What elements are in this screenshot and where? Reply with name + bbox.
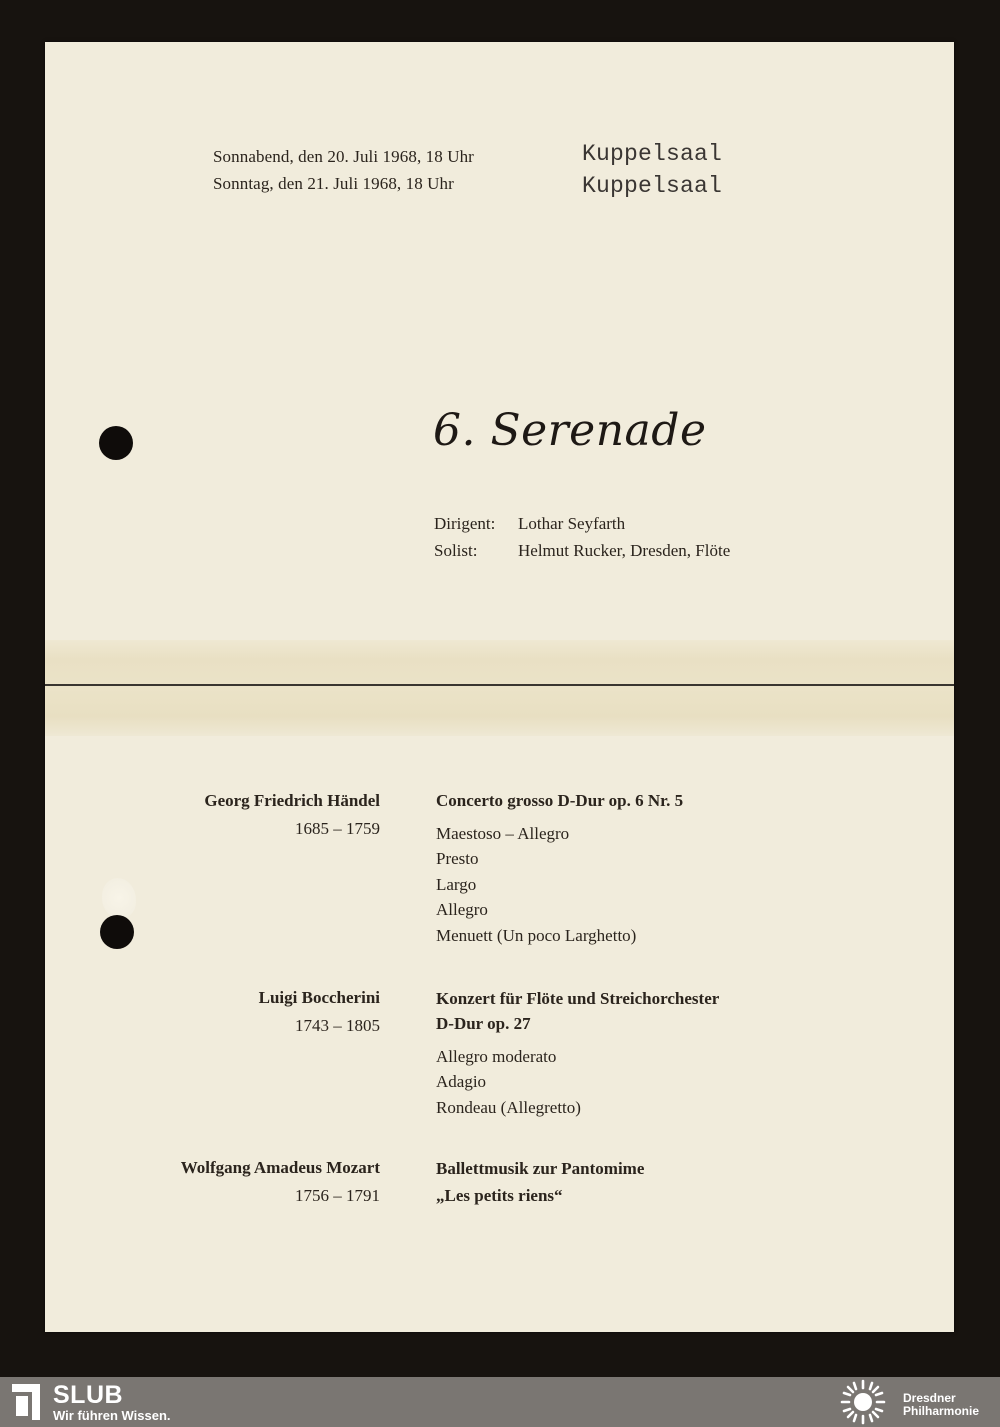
partner-name-line-2: Philharmonie [903, 1404, 980, 1418]
fold-band [45, 640, 954, 736]
movement: Largo [436, 875, 477, 894]
dresdner-philharmonie-logo-icon[interactable] [840, 1379, 886, 1425]
date-line-2: Sonntag, den 21. Juli 1968, 18 Uhr [213, 174, 454, 193]
soloist-label: Solist: [434, 541, 478, 560]
slub-tagline: Wir führen Wissen. [53, 1408, 171, 1423]
work-title: Konzert für Flöte und Streichorchester [436, 989, 720, 1008]
movement: Maestoso – Allegro [436, 824, 570, 843]
work-title-line-2: „Les petits riens“ [436, 1186, 563, 1205]
concert-title: 6. Serenade [433, 405, 707, 456]
venue-stamp-2: Kuppelsaal [582, 173, 723, 199]
movement: Menuett (Un poco Larghetto) [436, 926, 637, 945]
movement: Rondeau (Allegretto) [436, 1098, 581, 1117]
movement: Allegro [436, 900, 488, 919]
punch-hole-bottom [100, 915, 134, 949]
punch-hole-tear [102, 878, 136, 918]
work-title-line-2: D-Dur op. 27 [436, 1014, 531, 1033]
work-title: Ballettmusik zur Pantomime [436, 1159, 645, 1178]
punch-hole-top [99, 426, 133, 460]
date-line-1: Sonnabend, den 20. Juli 1968, 18 Uhr [213, 147, 474, 166]
movement: Allegro moderato [436, 1047, 557, 1066]
composer-name: Luigi Boccherini [258, 988, 380, 1007]
fold-line [45, 684, 954, 686]
slub-name[interactable]: SLUB [53, 1381, 124, 1409]
composer-name: Wolfgang Amadeus Mozart [180, 1158, 380, 1177]
composer-name: Georg Friedrich Händel [204, 791, 380, 810]
composer-years: 1743 – 1805 [295, 1016, 380, 1035]
conductor-name: Lothar Seyfarth [518, 514, 626, 533]
slub-logo-icon[interactable] [12, 1384, 40, 1420]
venue-stamp-1: Kuppelsaal [582, 141, 723, 167]
conductor-label: Dirigent: [434, 514, 496, 533]
composer-years: 1685 – 1759 [295, 819, 380, 838]
work-title: Concerto grosso D-Dur op. 6 Nr. 5 [436, 791, 684, 810]
partner-name-line-1: Dresdner [903, 1391, 956, 1405]
movement: Adagio [436, 1072, 487, 1091]
composer-years: 1756 – 1791 [295, 1186, 380, 1205]
soloist-name: Helmut Rucker, Dresden, Flöte [518, 541, 731, 560]
movement: Presto [436, 849, 479, 868]
